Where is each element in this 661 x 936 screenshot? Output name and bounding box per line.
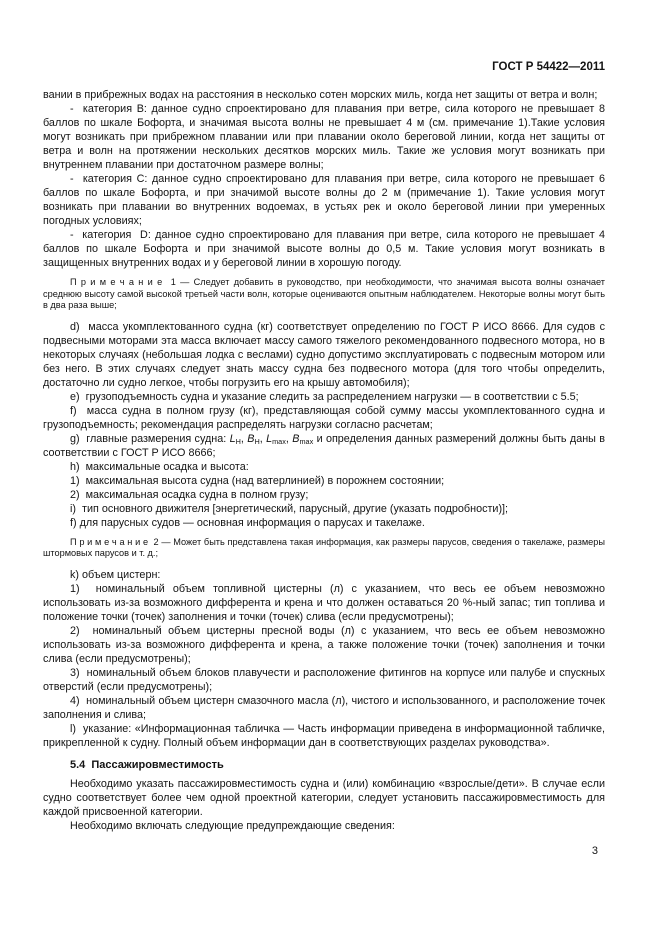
paragraph-item-f: f) масса судна в полном грузу (кг), представляющая собой сумму массы укомплектованного судна и грузоподъемность; рекомендация распределять нагрузки согласно расчетам; (43, 404, 605, 431)
page-number: 3 (591, 845, 598, 857)
paragraph-item-k4: 4) номинальный объем цистерн смазочного масла (л), чистого и использованного, и расположение точек заполнения и слива; (43, 694, 605, 721)
paragraph-warnings-intro: Необходимо включать следующие предупреждающие сведения: (70, 819, 395, 832)
paragraph-item-d: d) масса укомплектованного судна (кг) соответствует определению по ГОСТ Р ИСО 8666. Для судов с подвесными моторами эта масса включает массу самого тяжелого рекомендованного подвесного мотора, но в некоторых случаях (небольшая лодка с веслами) судно допустимо эксплуатировать с подвесным мотором или без него. В этих случаях следует знать массу судна без подвесного мотора (для того чтобы определить, достаточно ли судно легкое, чтобы погрузить его на крышу автомобиля); (43, 320, 605, 389)
paragraph-intro-continuation: вании в прибрежных водах на расстояния в несколько сотен морских миль, когда нет защиты от ветра и волн; (43, 89, 598, 101)
note-1: П р и м е ч а н и е 1 — Следует добавить в руководство, при необходимости, что значимая высота волны означает среднюю высоту самой высокой третьей части волн, которые оцениваются опытным наблюдателем. Некоторые волны могут быть в два раза выше; (43, 277, 605, 311)
dim-separator: , (259, 432, 267, 445)
paragraph-item-k: k) объем цистерн: (70, 568, 161, 581)
dim-prefix: g) главные размерения судна: (70, 432, 230, 445)
paragraph-item-e: e) грузоподъемность судна и указание следить за распределением нагрузки — в соответствии с 5.5; (70, 390, 579, 403)
dim-subscript-bmax: max (299, 436, 314, 446)
note-2: П р и м е ч а н и е 2 — Может быть представлена такая информация, как размеры парусов, сведения о такелаже, размеры штормовых парусов и т. д.; (43, 536, 605, 559)
paragraph-item-i: i) тип основного движителя [энергетический, парусный, другие (указать подробности)]; (70, 502, 509, 515)
paragraph-category-c: - категория С: данное судно спроектировано для плавания при ветре, сила которого не превышает 6 баллов по шкале Бофорта, и при значимой высоте волны до 2 м (примечание 1). Такие условия могут возникать при плавании во внутренних водоемах, в устьях рек и около береговой линии при умеренных погодных условиях; (43, 173, 605, 227)
paragraph-item-k2: 2) номинальный объем цистерны пресной воды (л) с указанием, что весь ее объем невозможно использовать из-за возможного дифферента и крена, а также положение точки (точек) заполнения и точки слива (если предусмотрены); (43, 624, 605, 665)
dim-suffix: и определения данных размерений должны быть даны в соответствии с ГОСТ Р ИСО 8666; (43, 432, 605, 459)
paragraph-item-h: h) максимальные осадка и высота: (70, 460, 249, 473)
paragraph-item-f-sailing: f) для парусных судов — основная информация о парусах и такелаже. (70, 516, 425, 529)
paragraph-item-k1: 1) номинальный объем топливной цистерны (л) с указанием, что весь ее объем невозможно использовать из-за возможного дифферента и крена и что должен оставаться 20 %-ный запас; тип топлива и положение точки (точек) заполнения и точки (точек) слива (если предусмотрены); (43, 582, 605, 623)
paragraph-category-b: - категория В: данное судно спроектировано для плавания при ветре, сила которого не превышает 8 баллов по шкале Бофорта, и значимая высота волны не превышает 4 м (см. примечание 1).Такие условия могут возникать при прибрежном плавании или при плавании около береговой линии, когда нет защиты от ветра и волн на протяжении нескольких десятков морских миль. Такие же условия могут возникать при внутреннем плавании при достаточном размере волны; (43, 103, 605, 171)
dim-symbol-bh: B (247, 432, 255, 445)
paragraph-passenger-capacity: Необходимо указать пассажировместимость судна и (или) комбинацию «взрослые/дети». В случае если судно соответствует более чем одной проектной категории, следует установить пассажировместимость для каждой присвоенной категории. (43, 777, 605, 818)
paragraph-item-k3: 3) номинальный объем блоков плавучести и расположение фитингов на корпусе или палубе и спускных отверстий (если предусмотрены); (43, 666, 605, 693)
standard-code-header: ГОСТ Р 54422—2011 (492, 61, 605, 73)
dim-subscript-lmax: max (272, 436, 286, 446)
dim-separator: , (285, 432, 293, 445)
dim-symbol-lmax: L (266, 432, 273, 445)
text-block (43, 60, 605, 833)
section-heading-5-4: 5.4 Пассажировместимость (70, 758, 224, 771)
dim-subscript-bh: Н (254, 436, 260, 446)
paragraph-item-h1: 1) максимальная высота судна (над ватерлинией) в порожнем состоянии; (70, 474, 445, 487)
dim-separator: , (240, 432, 248, 445)
dim-symbol-lh: L (229, 432, 236, 445)
paragraph-category-d: - категория D: данное судно спроектировано для плавания при ветре, сила которого не превышает 4 баллов по шкале Бофорта и при значимой высоте волны до 0,5 м. Такие условия могут возникать в защищенных внутренних водах и у береговой линии в хорошую погоду. (43, 229, 605, 269)
paragraph-item-l: l) указание: «Информационная табличка — Часть информации приведена в информационной табличке, прикрепленной к судну. Полный объем информации дан в соответствующих разделах руководства». (43, 722, 605, 749)
paragraph-item-g-dimensions (43, 432, 605, 460)
paragraph-item-h2: 2) максимальная осадка судна в полном грузу; (70, 488, 309, 501)
dim-subscript-lh: Н (235, 436, 241, 446)
dim-symbol-bmax: B (292, 432, 300, 445)
